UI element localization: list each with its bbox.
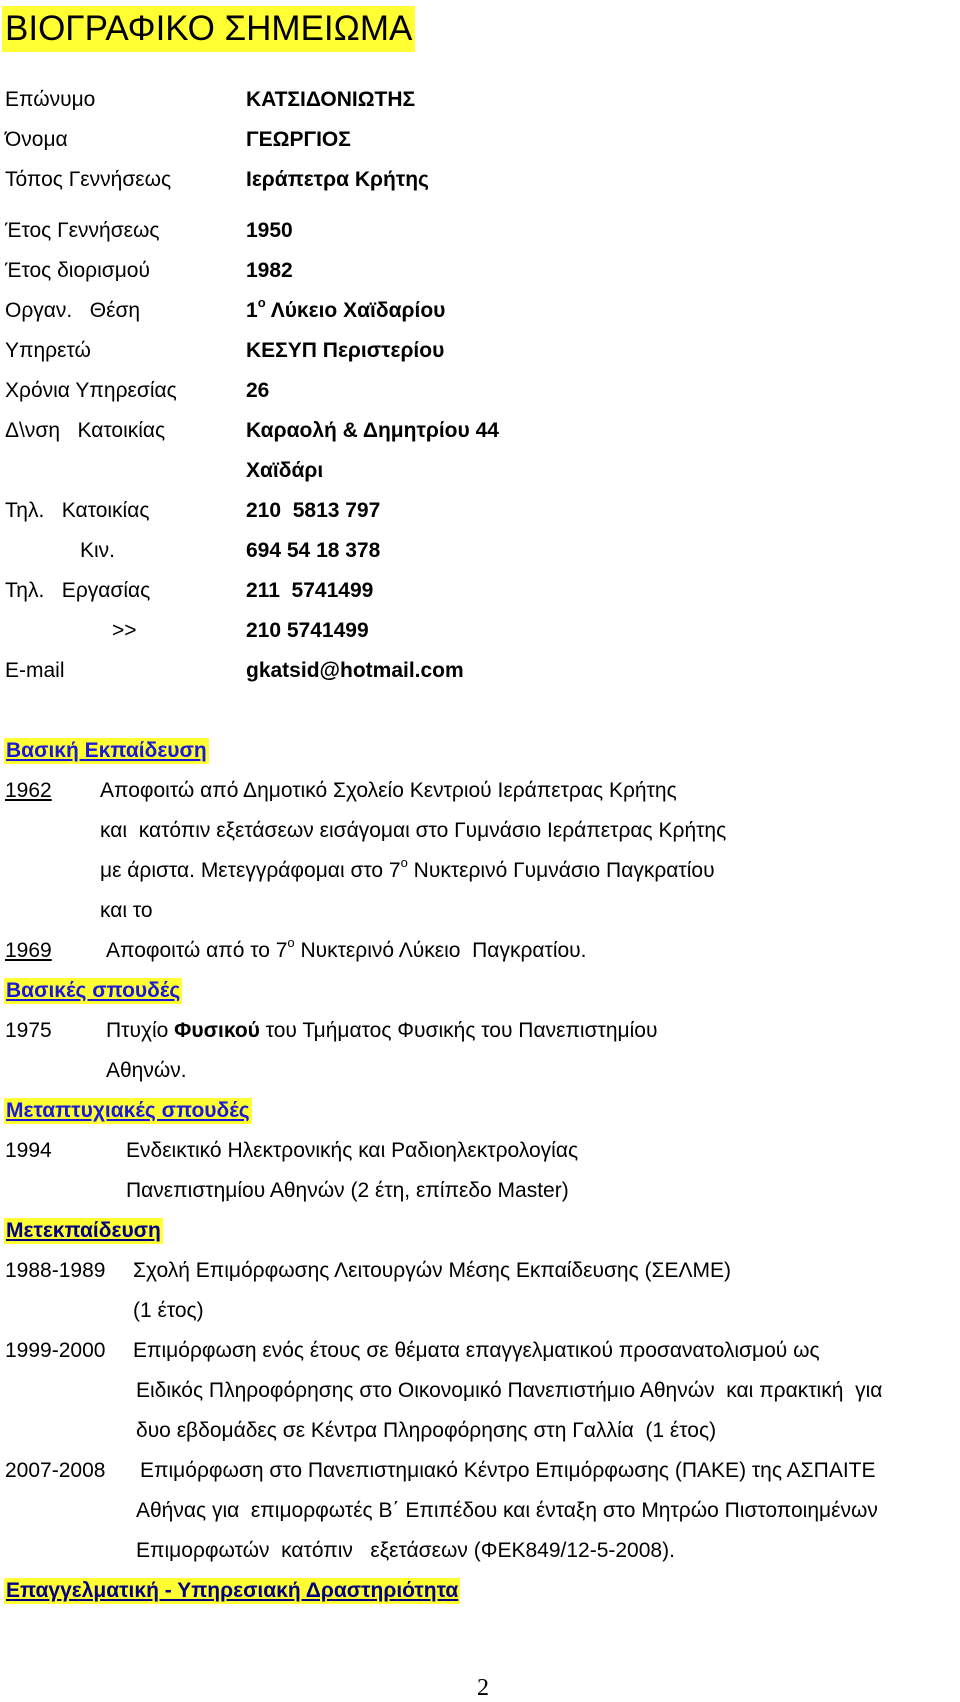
tel-work2-value: 210 5741499 xyxy=(246,619,369,642)
years-value: 26 xyxy=(246,379,270,402)
address-line-2: Χαϊδάρι xyxy=(246,459,324,482)
surname-value: ΚΑΤΣΙΔΟΝΙΩΤΗΣ xyxy=(246,88,416,111)
name-label: Όνομα xyxy=(5,128,68,151)
tel-home-label: Τηλ. Κατοικίας xyxy=(5,499,150,522)
studies-line-2: Αθηνών. xyxy=(106,1059,187,1082)
surname-label: Επώνυμο xyxy=(5,88,96,111)
service-value: ΚΕΣΥΠ Περιστερίου xyxy=(246,339,445,362)
appointment-label: Έτος διορισμού xyxy=(5,259,150,282)
edu-line-4: και το xyxy=(100,899,153,922)
training-3-line-2: Αθήνας για επιμορφωτές Β΄ Επιπέδου και ένταξη στο Μητρώο Πιστοποιημένων xyxy=(136,1499,878,1522)
postgrad-line-1: Ενδεικτικό Ηλεκτρονικής και Ραδιοηλεκτρολογίας xyxy=(126,1139,579,1162)
year-1994: 1994 xyxy=(5,1139,52,1162)
edu-line-3: με άριστα. Μετεγγράφομαι στο $7^o$ Νυκτερινό Γυμνάσιο Παγκρατίου xyxy=(100,855,715,882)
year-1969: 1969 xyxy=(5,939,52,962)
studies-line-1: Πτυχίο Φυσικού του Τμήματος Φυσικής του Πανεπιστημίου xyxy=(106,1019,658,1042)
page-title: ΒΙΟΓΡΑΦΙΚΟ ΣΗΜΕΙΩΜΑ xyxy=(2,6,415,52)
section-basic-education: Βασική Εκπαίδευση xyxy=(6,739,207,762)
address-label: Δ\νση Κατοικίας xyxy=(5,419,166,442)
training-2-line-1: Επιμόρφωση ενός έτους σε θέματα επαγγελματικού προσανατολισμού ως xyxy=(133,1339,820,1362)
training-2-line-3: δυο εβδομάδες σε Κέντρα Πληροφόρησης στη Γαλλία (1 έτος) xyxy=(136,1419,717,1442)
name-value: ΓΕΩΡΓΙΟΣ xyxy=(246,128,351,151)
year-1975: 1975 xyxy=(5,1019,52,1042)
birthplace-value: Ιεράπετρα Κρήτης xyxy=(246,168,429,191)
year-2007-2008: 2007-2008 xyxy=(5,1459,106,1482)
tel-work2-label: >> xyxy=(112,619,137,642)
section-professional: Επαγγελματική - Υπηρεσιακή Δραστηριότητα xyxy=(6,1579,459,1602)
training-2-line-2: Ειδικός Πληροφόρησης στο Οικονομικό Πανεπιστήμιο Αθηνών και πρακτική για xyxy=(136,1379,883,1402)
years-label: Χρόνια Υπηρεσίας xyxy=(5,379,177,402)
tel-work-label: Τηλ. Εργασίας xyxy=(5,579,151,602)
training-3-line-3: Επιμορφωτών κατόπιν εξετάσεων (ΦΕΚ849/12-5-2008). xyxy=(136,1539,675,1562)
section-basic-studies: Βασικές σπουδές xyxy=(6,979,181,1002)
edu-line-2: και κατόπιν εξετάσεων εισάγομαι στο Γυμνάσιο Ιεράπετρας Κρήτης xyxy=(100,819,727,842)
birthyear-value: 1950 xyxy=(246,219,293,242)
edu-line-5: Αποφοιτώ από το $7^o$ Νυκτερινό Λύκειο Παγκρατίου. xyxy=(106,935,587,962)
section-training: Μετεκπαίδευση xyxy=(6,1219,161,1242)
tel-work-value: 211 5741499 xyxy=(246,579,374,602)
position-value: $1^o$ Λύκειο Χαϊδαρίου xyxy=(246,295,446,322)
service-label: Υπηρετώ xyxy=(5,339,91,362)
appointment-value: 1982 xyxy=(246,259,293,282)
year-1999-2000: 1999-2000 xyxy=(5,1339,106,1362)
training-3-line-1: Επιμόρφωση στο Πανεπιστημιακό Κέντρο Επιμόρφωσης (ΠΑΚΕ) της ΑΣΠΑΙΤΕ xyxy=(140,1459,876,1482)
email-label: E-mail xyxy=(5,659,65,682)
mobile-label: Κιν. xyxy=(80,539,116,562)
year-1988-1989: 1988-1989 xyxy=(5,1259,106,1282)
postgrad-line-2: Πανεπιστημίου Αθηνών (2 έτη, επίπεδο Master) xyxy=(126,1179,569,1202)
birthyear-label: Έτος Γεννήσεως xyxy=(5,219,160,242)
edu-line-1: Αποφοιτώ από Δημοτικό Σχολείο Κεντριού Ιεράπετρας Κρήτης xyxy=(100,779,677,802)
address-line-1: Καραολή & Δημητρίου 44 xyxy=(246,419,499,442)
mobile-value: 694 54 18 378 xyxy=(246,539,381,562)
email-value: gkatsid@hotmail.com xyxy=(246,659,464,682)
tel-home-value: 210 5813 797 xyxy=(246,499,381,522)
training-1-line-1: Σχολή Επιμόρφωσης Λειτουργών Μέσης Εκπαίδευσης (ΣΕΛΜΕ) xyxy=(133,1259,732,1282)
year-1962: 1962 xyxy=(5,779,52,802)
page-number: 2 xyxy=(477,1675,489,1701)
section-postgraduate: Μεταπτυχιακές σπουδές xyxy=(6,1099,250,1122)
training-1-line-2: (1 έτος) xyxy=(133,1299,204,1322)
position-label: Οργαν. Θέση xyxy=(5,299,141,322)
birthplace-label: Τόπος Γεννήσεως xyxy=(5,168,172,191)
